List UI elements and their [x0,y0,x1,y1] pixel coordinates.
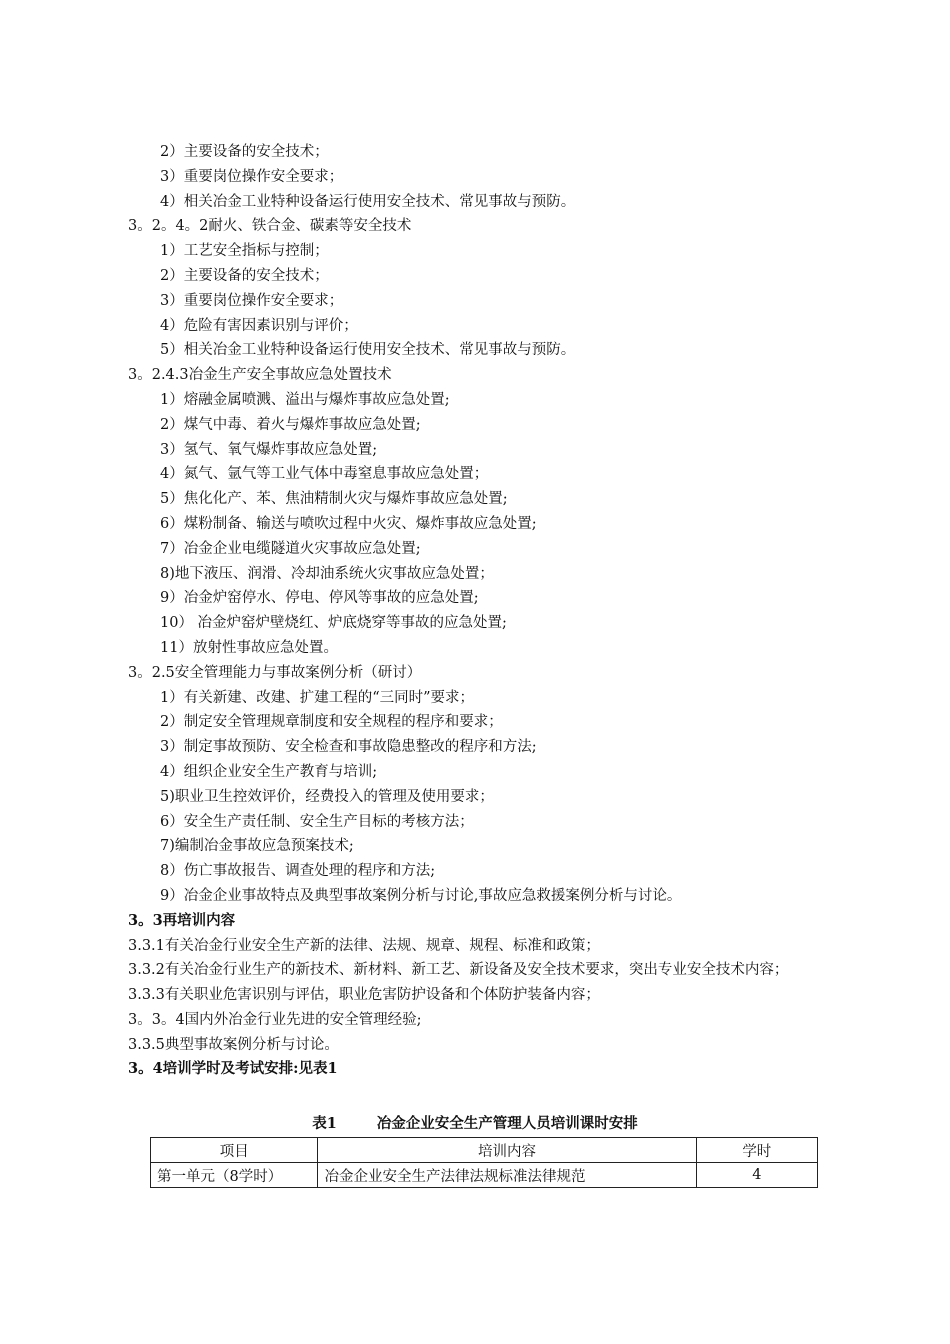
list-item: 2）制定安全管理规章制度和安全规程的程序和要求； [160,714,503,731]
table-row [151,1163,818,1188]
list-item: 2）主要设备的安全技术； [160,267,329,284]
table-cell-content: 冶金企业安全生产法律法规标准法律规范 [318,1163,696,1188]
list-item: 1）工艺安全指标与控制； [160,243,329,260]
table-header-row [151,1138,818,1163]
list-item: 4）相关冶金工业特种设备运行使用安全技术、常见事故与预防。 [160,193,576,210]
paragraph: 3。3。4国内外冶金行业先进的安全管理经验; [128,1011,422,1028]
list-item: 3）重要岗位操作安全要求； [160,168,344,185]
list-item: 3）重要岗位操作安全要求； [160,292,344,309]
list-item: 8）伤亡事故报告、调查处理的程序和方法; [160,863,436,880]
table-cell-hours: 4 [696,1163,817,1188]
list-item: 5）焦化化产、苯、焦油精制火灾与爆炸事故应急处置; [160,491,508,508]
section-heading: 3。2.4.3冶金生产安全事故应急处置技术 [128,367,392,384]
list-item: 4）组织企业安全生产教育与培训; [160,763,378,780]
list-item: 2）煤气中毒、着火与爆炸事故应急处置; [160,416,421,433]
column-header-content: 培训内容 [318,1138,696,1163]
section-heading: 3。2.5安全管理能力与事故案例分析（研讨） [128,664,422,681]
paragraph-wrapped: 3.3.2有关冶金行业生产的新技术、新材料、新工艺、新设备及安全技术要求，突出专业安全技术内容； [128,962,789,979]
list-item: 2）主要设备的安全技术； [160,144,329,160]
list-item: 9）冶金炉窑停水、停电、停风等事故的应急处置; [160,590,479,607]
paragraph: 3.3.5典型事故案例分析与讨论。 [128,1036,339,1053]
list-item: 3）氢气、氧气爆炸事故应急处置; [160,441,378,458]
list-item: 9）冶金企业事故特点及典型事故案例分析与讨论,事故应急救援案例分析与讨论。 [160,887,682,904]
list-item: 6）安全生产责任制、安全生产目标的考核方法； [160,813,474,830]
paragraph: 3.3.1有关冶金行业安全生产新的法律、法规、规章、规程、标准和政策； [128,937,600,954]
list-item: 8)地下液压、润滑、冷却油系统火灾事故应急处置； [160,565,494,582]
training-schedule-table [150,1137,818,1188]
table-caption [0,1113,950,1135]
column-header-hours: 学时 [696,1138,817,1163]
section-heading-bold: 3。3再培训内容 [128,911,236,929]
list-item: 7）冶金企业电缆隧道火灾事故应急处置; [160,540,421,557]
section-heading-bold: 3。4培训学时及考试安排:见表1 [128,1060,338,1078]
list-item: 5)职业卫生控效评价，经费投入的管理及使用要求； [160,788,494,805]
list-item: 5）相关冶金工业特种设备运行使用安全技术、常见事故与预防。 [160,342,576,359]
list-item: 4）氮气、氩气等工业气体中毒窒息事故应急处置； [160,466,489,483]
list-item: 1）有关新建、改建、扩建工程的“三同时”要求； [160,689,475,706]
list-item: 7)编制冶金事故应急预案技术; [160,838,354,855]
table-caption-text: 冶金企业安全生产管理人员培训课时安排 [376,1115,638,1132]
table-caption-number: 表1 [312,1115,337,1132]
list-item: 4）危险有害因素识别与评价； [160,317,358,334]
column-header-item: 项目 [151,1138,318,1163]
list-item: 6）煤粉制备、输送与喷吹过程中火灾、爆炸事故应急处置; [160,515,537,532]
list-item: 10） 冶金炉窑炉壁烧红、炉底烧穿等事故的应急处置; [160,615,507,632]
table-cell-item: 第一单元（8学时） [151,1163,318,1188]
list-item: 1）熔融金属喷溅、溢出与爆炸事故应急处置; [160,391,450,408]
list-item: 11）放射性事故应急处置。 [160,639,338,656]
list-item: 3）制定事故预防、安全检查和事故隐患整改的程序和方法; [160,739,537,756]
section-heading: 3。2。4。2耐火、铁合金、碳素等安全技术 [128,218,412,235]
document-body [128,140,828,1082]
paragraph: 3.3.3有关职业危害识别与评估，职业危害防护设备和个体防护装备内容； [128,987,600,1004]
